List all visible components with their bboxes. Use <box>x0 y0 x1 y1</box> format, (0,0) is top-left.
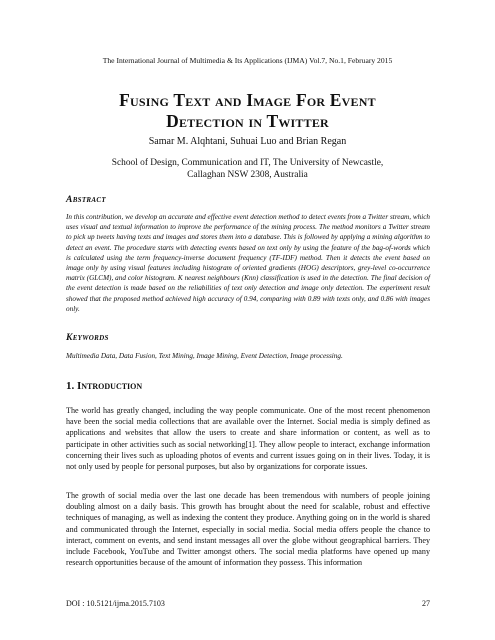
affiliation <box>40 157 455 181</box>
intro-paragraph-1: The world has greatly changed, including the way people communicate. One of the most recent phenomenon have been the social media collections that are available over the Internet. Social media is simply defined as applications and websites that allow the users to create and share information or content, as well as to participate in other activities such as social networking[1]. They allow people to interact, exchange information concerning their lives such as uploading photos of events and current issues going on in their lives. Today, it is not only used by people for personal purposes, but also by organizations for corporate issues. <box>66 406 430 472</box>
author-list: Samar M. Alqhtani, Suhuai Luo and Brian Regan <box>148 136 347 147</box>
keywords-heading: Keywords <box>66 332 109 343</box>
abstract-heading: Abstract <box>66 194 106 205</box>
page-number: 27 <box>422 599 430 608</box>
paper-title <box>40 90 455 132</box>
abstract-text: In this contribution, we develop an accurate and effective event detection method to detect events from a Twitter stream, which uses visual and textual information to improve the performance of the mining process. The method monitors a Twitter stream to pick up tweets having texts and images and stores them into a database. This is followed by applying a mining algorithm to detect an event. The procedure starts with detecting events based on text only by using the feature of the bag-of-words which is calculated using the term frequency-inverse document frequency (TF-IDF) method. Then it detects the event based on image only by using visual features including histogram of oriented gradients (HOG) descriptors, grey-level co-occurrence matrix (GLCM), and color histogram. K nearest neighbours (Knn) classification is used in the detection. The final decision of the event detection is made based on the reliabilities of text only detection and image only detection. The experiment result showed that the proposed method achieved high accuracy of 0.94, comparing with 0.89 with texts only, and 0.86 with images only. <box>66 213 431 313</box>
affiliation-line-2: Callaghan NSW 2308, Australia <box>187 170 308 180</box>
affiliation-line-1: School of Design, Communication and IT, The University of Newcastle, <box>111 158 384 168</box>
doi-text: DOI : 10.5121/ijma.2015.7103 <box>66 599 165 608</box>
title-line-2: Detection in Twitter <box>166 111 329 131</box>
keywords-text: Multimedia Data, Data Fusion, Text Mining, Image Mining, Event Detection, Image processing. <box>66 352 343 360</box>
title-line-1: Fusing Text and Image For Event <box>119 90 376 110</box>
introduction-heading: 1. Introduction <box>66 380 143 392</box>
journal-header: The International Journal of Multimedia & Its Applications (IJMA) Vol.7, No.1, February 2015 <box>102 56 393 65</box>
intro-paragraph-2: The growth of social media over the last one decade has been tremendous with numbers of people joining doubling almost on a daily basis. This growth has brought about the need for scalable, robust and effective techniques of managing, as well as indexing the content they produce. Anything going on in the world is shared and communicated through the Internet, especially in social media. Social media offers people the chance to interact, comment on events, and send instant messages all over the globe without geographical barriers. They include Facebook, YouTube and Twitter amongst others. The social media platforms have opened up many research opportunities because of the amount of information they possess. This information <box>66 491 430 568</box>
